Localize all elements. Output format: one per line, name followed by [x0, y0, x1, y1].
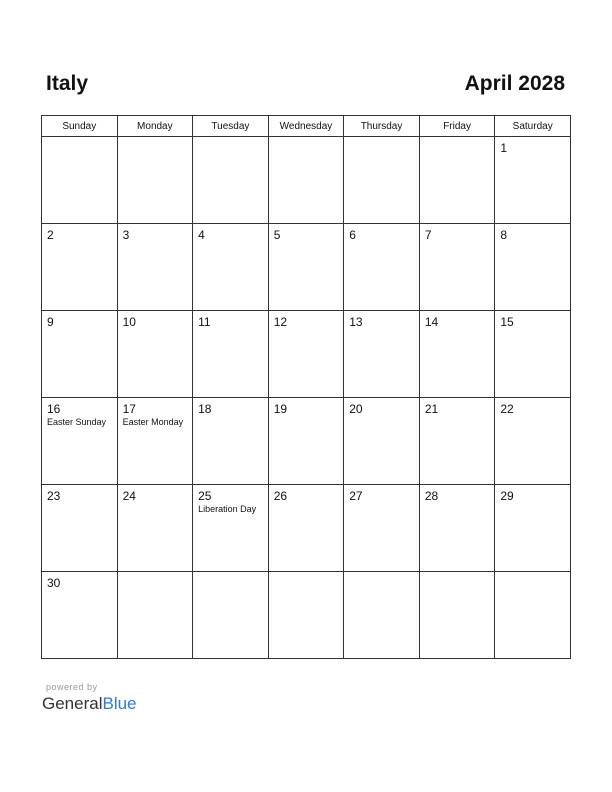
day-number: 17	[122, 402, 136, 416]
calendar-day-cell	[344, 572, 420, 659]
calendar-day-cell	[193, 137, 269, 224]
calendar-day-cell	[419, 311, 495, 398]
day-number: 7	[424, 228, 432, 242]
weekday-header: Saturday	[495, 116, 571, 137]
holiday-label: Liberation Day	[198, 504, 257, 514]
country-title: Italy	[46, 72, 89, 95]
weekday-header: Friday	[419, 116, 495, 137]
calendar-day-cell	[268, 137, 344, 224]
calendar-week-row	[42, 398, 571, 485]
day-number: 9	[47, 315, 54, 329]
calendar-day-cell	[419, 137, 495, 224]
calendar-day-cell	[268, 485, 344, 572]
day-number: 19	[273, 402, 288, 416]
day-number: 29	[500, 489, 514, 503]
brand-logo	[42, 694, 137, 714]
calendar-week-row	[42, 137, 571, 224]
calendar-day-cell	[495, 311, 571, 398]
day-number: 8	[500, 228, 508, 242]
calendar-day-cell	[419, 572, 495, 659]
calendar-day-cell	[495, 398, 571, 485]
calendar-week-row	[42, 572, 571, 659]
calendar-day-cell	[344, 485, 420, 572]
weekday-header: Thursday	[344, 116, 420, 137]
day-number: 18	[198, 402, 212, 416]
calendar-day-cell	[42, 398, 118, 485]
calendar-day-cell	[495, 137, 571, 224]
day-number: 21	[424, 402, 439, 416]
day-number: 4	[198, 228, 205, 242]
day-number: 23	[47, 489, 61, 503]
calendar-day-cell	[42, 485, 118, 572]
calendar-day-cell	[42, 572, 118, 659]
calendar-day-cell	[117, 224, 193, 311]
calendar-day-cell	[344, 137, 420, 224]
calendar-day-cell	[117, 311, 193, 398]
calendar-day-cell	[117, 485, 193, 572]
calendar-day-cell	[495, 485, 571, 572]
brand-name-part1: General	[42, 694, 103, 713]
day-number: 16	[47, 402, 61, 416]
weekday-header-row	[42, 116, 571, 137]
holiday-label: Easter Monday	[122, 417, 184, 427]
calendar-day-cell	[193, 398, 269, 485]
day-number: 27	[349, 489, 363, 503]
weekday-header: Wednesday	[268, 116, 344, 137]
weekday-header: Sunday	[42, 116, 118, 137]
day-number: 13	[349, 315, 363, 329]
day-number: 5	[273, 228, 281, 242]
calendar-day-cell	[344, 224, 420, 311]
calendar-day-cell	[117, 137, 193, 224]
calendar-week-row	[42, 485, 571, 572]
calendar-day-cell	[42, 137, 118, 224]
holiday-label: Easter Sunday	[47, 417, 107, 427]
day-number: 30	[47, 576, 61, 590]
day-number: 15	[500, 315, 514, 329]
calendar-day-cell	[42, 224, 118, 311]
day-number: 26	[273, 489, 288, 503]
calendar-day-cell	[419, 485, 495, 572]
calendar-day-cell	[344, 398, 420, 485]
calendar-week-row	[42, 224, 571, 311]
calendar-day-cell	[42, 311, 118, 398]
day-number: 25	[198, 489, 212, 503]
calendar-day-cell	[268, 311, 344, 398]
day-number: 2	[47, 228, 54, 242]
calendar-day-cell	[495, 572, 571, 659]
calendar-day-cell	[344, 311, 420, 398]
day-number: 14	[424, 315, 439, 329]
calendar-day-cell	[268, 572, 344, 659]
brand-name-part2: Blue	[102, 694, 137, 713]
calendar-day-cell	[419, 224, 495, 311]
powered-by-label: powered by	[46, 682, 98, 692]
day-number: 24	[122, 489, 136, 503]
calendar-day-cell	[193, 485, 269, 572]
calendar-day-cell	[268, 224, 344, 311]
weekday-header: Tuesday	[193, 116, 269, 137]
calendar-day-cell	[495, 224, 571, 311]
day-number: 22	[500, 402, 514, 416]
calendar-day-cell	[268, 398, 344, 485]
calendar-day-cell	[419, 398, 495, 485]
calendar-grid	[41, 115, 571, 659]
day-number: 6	[349, 228, 356, 242]
day-number: 20	[349, 402, 363, 416]
calendar-day-cell	[117, 572, 193, 659]
day-number: 11	[198, 315, 211, 329]
calendar-day-cell	[193, 572, 269, 659]
day-number: 12	[273, 315, 288, 329]
day-number: 28	[424, 489, 439, 503]
day-number: 1	[500, 141, 508, 155]
weekday-header: Monday	[117, 116, 193, 137]
calendar-day-cell	[193, 224, 269, 311]
calendar-day-cell	[193, 311, 269, 398]
day-number: 10	[122, 315, 136, 329]
month-year-title: April 2028	[464, 72, 565, 95]
day-number: 3	[122, 228, 130, 242]
calendar-day-cell	[117, 398, 193, 485]
calendar-week-row	[42, 311, 571, 398]
